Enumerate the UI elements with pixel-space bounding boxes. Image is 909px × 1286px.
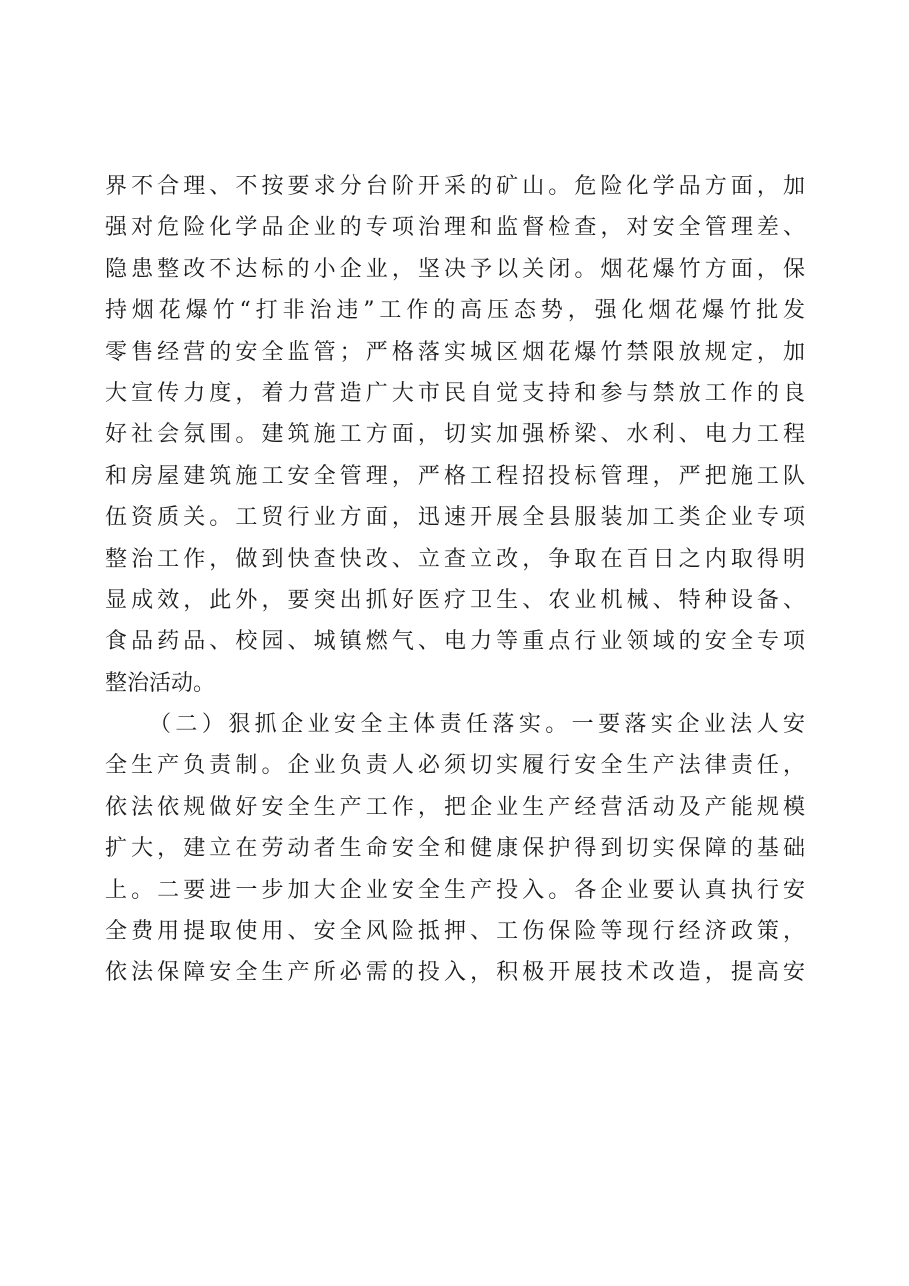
text-line: 依法保障安全生产所必需的投入，积极开展技术改造，提高安 [105, 960, 805, 986]
text-line: 整治活动。 [105, 670, 216, 696]
body-text [105, 166, 805, 994]
text-line: 伍资质关。工贸行业方面，迅速开展全县服装加工类企业专项 [105, 505, 805, 531]
text-line: 好社会氛围。建筑施工方面，切实加强桥梁、水利、电力工程 [105, 422, 805, 448]
text-line: 全生产负责制。企业负责人必须切实履行安全生产法律责任， [105, 753, 805, 779]
text-line: 显成效，此外，要突出抓好医疗卫生、农业机械、特种设备、 [105, 587, 805, 613]
text-line: 界不合理、不按要求分台阶开采的矿山。危险化学品方面，加 [105, 174, 805, 199]
text-line: 食品药品、校园、城镇燃气、电力等重点行业领域的安全专项 [105, 629, 805, 655]
section-heading-line: （二）狠抓企业安全主体责任落实。一要落实企业法人安 [149, 712, 805, 738]
text-line: 强对危险化学品企业的专项治理和监督检查，对安全管理差、 [105, 215, 805, 241]
text-line: 全费用提取使用、安全风险抵押、工伤保险等现行经济政策， [105, 919, 805, 945]
text-line: 依法依规做好安全生产工作，把企业生产经营活动及产能规模 [105, 794, 805, 820]
text-line: 隐患整改不达标的小企业，坚决予以关闭。烟花爆竹方面，保 [105, 256, 805, 282]
text-line: 上。二要进一步加大企业安全生产投入。各企业要认真执行安 [105, 877, 805, 903]
text-line: 零售经营的安全监管；严格落实城区烟花爆竹禁限放规定，加 [105, 339, 805, 365]
text-line: 大宣传力度，着力营造广大市民自觉支持和参与禁放工作的良 [105, 380, 805, 406]
text-line: 持烟花爆竹“打非治违”工作的高压态势，强化烟花爆竹批发 [105, 298, 805, 324]
text-line: 和房屋建筑施工安全管理，严格工程招投标管理，严把施工队 [105, 463, 805, 489]
text-line: 扩大，建立在劳动者生命安全和健康保护得到切实保障的基础 [105, 836, 805, 862]
text-line: 整治工作，做到快查快改、立查立改，争取在百日之内取得明 [105, 546, 805, 572]
